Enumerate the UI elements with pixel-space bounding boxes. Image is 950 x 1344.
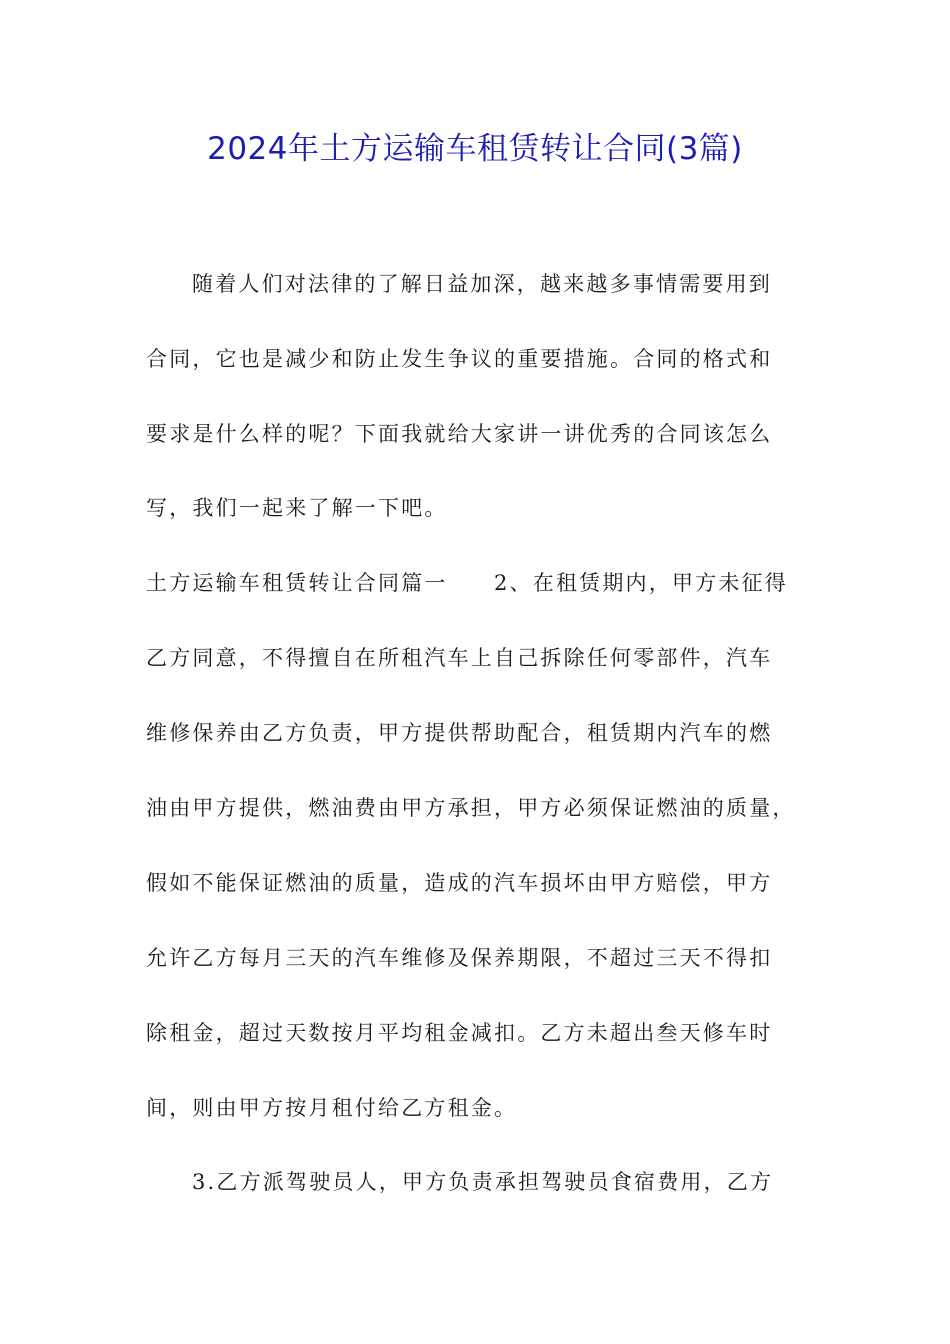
paragraph-line: 允许乙方每月三天的汽车维修及保养期限，不超过三天不得扣 [146,946,773,970]
paragraph-line: 合同，它也是减少和防止发生争议的重要措施。合同的格式和 [146,347,773,371]
paragraph-line: 假如不能保证燃油的质量，造成的汽车损坏由甲方赔偿，甲方 [146,871,773,895]
paragraph-line: 要求是什么样的呢？下面我就给大家讲一讲优秀的合同该怎么 [146,422,773,446]
paragraph-line: 间，则由甲方按月租付给乙方租金。 [146,1096,518,1120]
document-title: 2024年土方运输车租赁转让合同(3篇) [207,131,743,167]
paragraph-line: 油由甲方提供，燃油费由甲方承担，甲方必须保证燃油的质量， [146,796,796,820]
paragraph-line: 除租金，超过天数按月平均租金减扣。乙方未超出叁天修车时 [146,1021,773,1045]
paragraph-line: 土方运输车租赁转让合同篇一 2、在租赁期内，甲方未征得 [146,571,788,595]
paragraph-line: 随着人们对法律的了解日益加深，越来越多事情需要用到 [192,272,772,296]
paragraph-line: 3.乙方派驾驶员人，甲方负责承担驾驶员食宿费用，乙方 [192,1170,774,1194]
paragraph-line: 乙方同意，不得擅自在所租汽车上自己拆除任何零部件，汽车 [146,646,773,670]
paragraph-line: 写，我们一起来了解一下吧。 [146,496,448,520]
paragraph-line: 维修保养由乙方负责，甲方提供帮助配合，租赁期内汽车的燃 [146,721,773,745]
